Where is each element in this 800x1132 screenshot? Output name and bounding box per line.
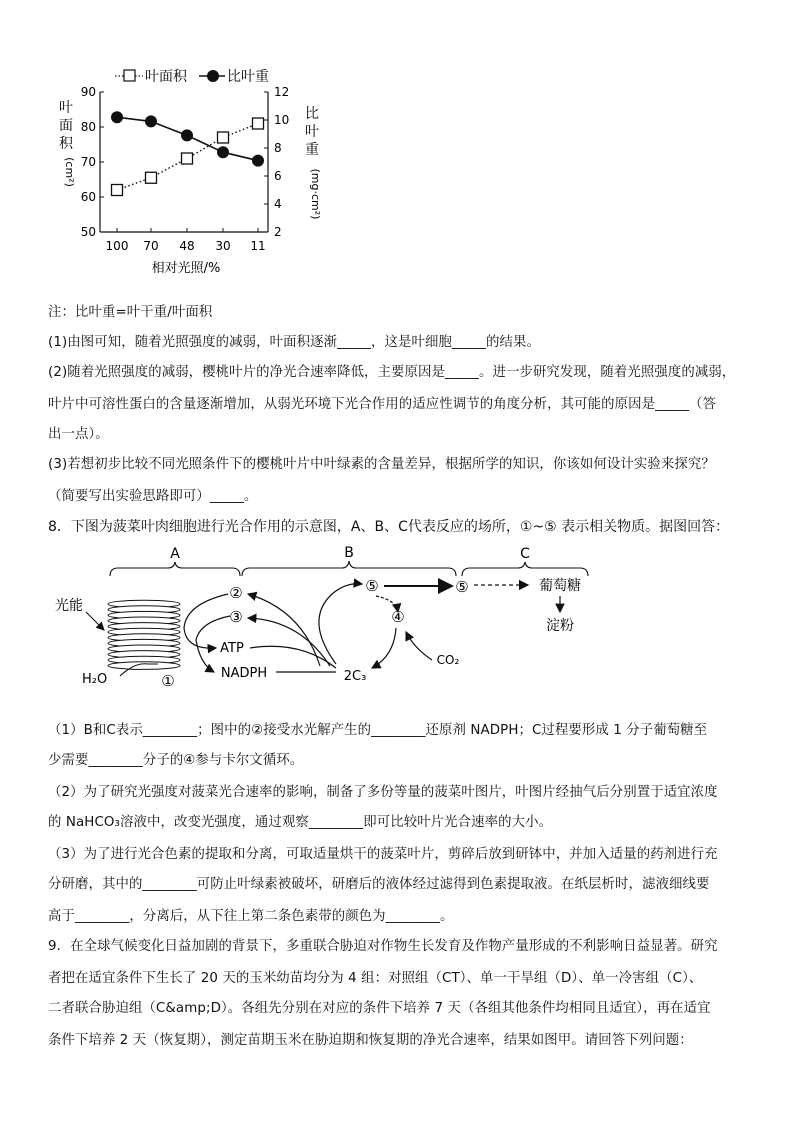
right-tick-label: 2 (274, 225, 282, 239)
right-tick-label: 10 (274, 113, 290, 127)
q7-note: 注：比叶重=叶干重/叶面积 (48, 305, 213, 320)
co2-label: CO₂ (436, 653, 460, 667)
q7-part2-line2: 叶片中可溶性蛋白的含量逐渐增加，从弱光环境下光合作用的适应性调节的角度分析，其可能的原因是_____（答 (48, 397, 717, 412)
co2-arrow (406, 632, 432, 660)
right-y-axis-label (305, 106, 322, 219)
left-tick-label: 90 (80, 85, 96, 99)
q8-part2-line2: 的 NaHCO₃溶液中，改变光强度，通过观察________即可比较叶片光合速率的大小。 (48, 815, 553, 830)
right-y-label-char: 比 (305, 106, 319, 122)
q7-part3-line1: (3)若想初步比较不同光照条件下的樱桃叶片中叶绿素的含量差异，根据所学的知识，你该如何设计实验来探究？ (48, 457, 715, 472)
right-tick-label: 12 (274, 85, 290, 99)
left-y-label-char: 面 (59, 118, 73, 134)
light-arrow (86, 612, 104, 630)
x-tick-label: 70 (143, 239, 159, 253)
brace-b (242, 545, 456, 576)
x-tick-label: 100 (105, 239, 129, 253)
right-y-label-unit: (mg·cm²) (309, 168, 322, 220)
specific-weight-point (252, 155, 264, 167)
substance-1-label: ① (161, 672, 175, 690)
specific-weight-point (181, 129, 193, 141)
q7-part1: (1)由图可知，随着光照强度的减弱，叶面积逐渐_____，这是叶细胞_____的结果。 (48, 335, 540, 350)
left-y-axis-label (59, 100, 76, 187)
starch-label: 淀粉 (546, 618, 574, 634)
c3-label: 2C₃ (343, 669, 367, 684)
left-tick-label: 60 (80, 190, 96, 204)
leaf-area-point (112, 185, 123, 196)
q8-part2-line1: （2）为了研究光强度对菠菜光合速率的影响，制备了多份等量的菠菜叶图片，叶图片经抽气后分别置于适宜浓度 (48, 785, 718, 800)
q7-part2-line3: 出一点）。 (48, 427, 109, 442)
leaf-area-point (218, 132, 229, 143)
right-y-label-char: 重 (305, 142, 319, 158)
q7-part3-line2: （简要写出实验思路即可）_____。 (48, 489, 258, 504)
left-y-label-char: 叶 (59, 100, 73, 116)
brace-c (462, 546, 588, 576)
q9-line3: 二者联合胁迫组（C&amp;D）。各组先分别在对应的条件下培养 7 天（各组其他条件均相同且适宜），再在适宜 (48, 1001, 711, 1016)
arrow-back-to-2 (248, 594, 320, 666)
x-tick-label: 30 (215, 239, 231, 253)
thylakoid-stack-icon (108, 600, 180, 669)
label-c: C (520, 546, 530, 562)
left-y-label-unit: (cm²) (63, 157, 76, 187)
x-tick-label: 11 (250, 239, 266, 253)
leaf-area-point (146, 172, 157, 183)
atp-label: ATP (220, 641, 244, 656)
substance-4-label: ④ (391, 608, 405, 626)
chart-legend (115, 69, 269, 85)
substance-5-label: ⑤ (365, 577, 379, 595)
leaf-area-point (253, 118, 264, 129)
right-tick-label: 4 (274, 197, 282, 211)
q9-line4: 条件下培养 2 天（恢复期），测定苗期玉米在胁迫期和恢复期的净光合速率，结果如图甲。请回答下列问题： (48, 1033, 693, 1048)
legend-label-leaf-area: 叶面积 (145, 69, 187, 85)
leaf-area-chart (40, 62, 340, 282)
right-tick-label: 8 (274, 141, 282, 155)
legend-square-icon (124, 70, 135, 81)
q8-title: 8．下图为菠菜叶肉细胞进行光合作用的示意图，A、B、C代表反应的场所，①~⑤ 表示相关物质。据图回答： (48, 519, 730, 535)
left-y-label-char: 积 (59, 136, 73, 152)
specific-weight-point (217, 146, 229, 158)
left-tick-label: 50 (80, 225, 96, 239)
legend-label-specific-weight: 比叶重 (227, 69, 269, 85)
specific-weight-point (145, 115, 157, 127)
glucose-label: 葡萄糖 (539, 578, 581, 594)
water-label: H₂O (82, 672, 108, 687)
label-b: B (344, 545, 354, 561)
substance-2-label: ② (229, 584, 243, 602)
cycle-left-arc (319, 584, 362, 664)
nadph-label: NADPH (220, 666, 268, 681)
q9-line2: 者把在适宜条件下生长了 20 天的玉米幼苗均分为 4 组：对照组（CT）、单一干旱组（D）、单一冷害组（C）、 (48, 971, 703, 986)
light-energy-label: 光能 (55, 598, 83, 614)
q8-part3-line1: （3）为了进行光合色素的提取和分离，可取适量烘干的菠菜叶片，剪碎后放到研钵中，并加入适量的药剂进行充 (48, 847, 718, 862)
q8-part3-line3: 高于________，分离后，从下往上第二条色素带的颜色为________。 (48, 909, 454, 924)
label-a: A (170, 546, 180, 562)
q8-part1-line1: （1）B和C表示________；图中的②接受水光解产生的________还原剂 NADPH；C过程要形成 1 分子葡萄糖至 (48, 723, 708, 738)
arrow-4-to-c3 (372, 628, 396, 668)
q9-line1: 9．在全球气候变化日益加剧的背景下，多重联合胁迫对作物生长发育及作物产量形成的不利影响日益显著。研究 (48, 939, 718, 954)
series-layer (111, 111, 264, 195)
right-tick-label: 6 (274, 169, 282, 183)
specific-weight-point (111, 111, 123, 123)
right-y-label-char: 叶 (305, 124, 319, 140)
substance-3-label: ③ (229, 608, 243, 626)
substance-5b-label: ⑤ (455, 578, 469, 596)
thylakoid-disc (108, 662, 180, 670)
q7-part2-line1: (2)随着光照强度的减弱，樱桃叶片的净光合速率降低，主要原因是_____。进一步研究发现，随着光照强度的减弱， (48, 365, 736, 380)
left-tick-label: 80 (80, 120, 96, 134)
legend-circle-icon (207, 70, 219, 82)
x-tick-label: 48 (179, 239, 195, 253)
left-tick-label: 70 (80, 155, 96, 169)
brace-a (110, 546, 240, 576)
x-axis-label: 相对光照/% (151, 261, 221, 276)
q8-part3-line2: 分研磨，其中的________可防止叶绿素被破坏，研磨后的液体经过滤得到色素提取液。在纸层析时，滤液细线要 (48, 877, 710, 892)
leaf-area-point (182, 153, 193, 164)
q8-part1-line2: 少需要________分子的④参与卡尔文循环。 (48, 753, 304, 768)
photosynthesis-diagram (48, 540, 608, 700)
